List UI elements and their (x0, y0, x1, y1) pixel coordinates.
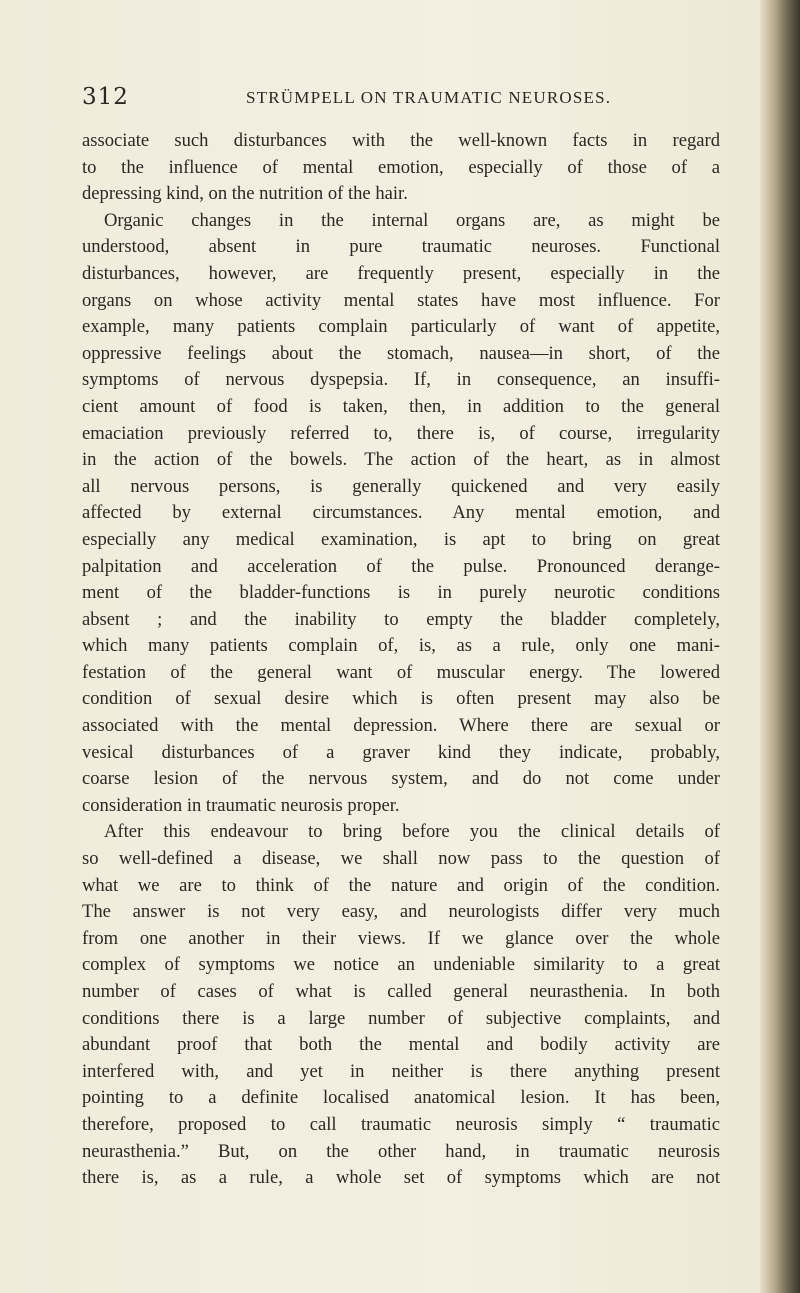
text-line: consideration in traumatic neurosis proper. (82, 794, 400, 816)
page-header (0, 84, 760, 114)
text-line: oppressive feelings about the stomach, nausea—in short, of the (82, 342, 720, 364)
text-line: in the action of the bowels. The action of the heart, as in almost (82, 449, 720, 471)
text-line: number of cases of what is called general neurasthenia. In both (82, 981, 720, 1002)
text-line: so well-defined a disease, we shall now pass to the question of (82, 848, 720, 870)
text-line: abundant proof that both the mental and bodily activity are (82, 1034, 720, 1056)
text-line: The answer is not very easy, and neurologists differ very much (82, 901, 720, 923)
text-line: symptoms of nervous dyspepsia. If, in consequence, an insuffi- (82, 369, 720, 391)
text-line: to the influence of mental emotion, especially of those of a (82, 156, 720, 178)
text-line: condition of sexual desire which is often present may also be (82, 688, 720, 710)
text-line: cient amount of food is taken, then, in addition to the general (82, 395, 720, 417)
text-line: example, many patients complain particularly of want of appetite, (82, 316, 720, 338)
text-line: palpitation and acceleration of the pulse. Pronounced derange- (82, 555, 720, 577)
text-line: festation of the general want of muscular energy. The lowered (82, 661, 720, 683)
running-title: STRÜMPELL ON TRAUMATIC NEUROSES. (246, 88, 612, 107)
page-number: 312 (82, 84, 129, 110)
body-text (82, 128, 720, 1192)
text-line: absent ; and the inability to empty the bladder completely, (82, 608, 720, 630)
text-line: which many patients complain of, is, as a rule, only one mani- (82, 635, 720, 657)
text-line: depressing kind, on the nutrition of the hair. (82, 183, 408, 205)
text-line: understood, absent in pure traumatic neuroses. Functional (82, 236, 720, 258)
text-line: affected by external circumstances. Any mental emotion, and (82, 502, 720, 524)
text-line: interfered with, and yet in neither is there anything present (82, 1060, 720, 1082)
text-line: associated with the mental depression. Where there are sexual or (82, 715, 720, 737)
text-line: there is, as a rule, a whole set of symptoms which are not (82, 1167, 720, 1189)
page-edge-shadow (760, 0, 800, 1293)
text-line: organs on whose activity mental states have most influence. For (82, 289, 720, 311)
text-line: what we are to think of the nature and origin of the condition. (82, 874, 720, 896)
text-line: especially any medical examination, is apt to bring on great (82, 528, 720, 550)
text-line: all nervous persons, is generally quickened and very easily (82, 475, 720, 497)
text-line: associate such disturbances with the well-known facts in regard (82, 130, 720, 151)
paragraph-start-line: Organic changes in the internal organs are, as might be (104, 209, 720, 231)
text-line: pointing to a definite localised anatomical lesion. It has been, (82, 1087, 720, 1109)
text-line: conditions there is a large number of subjective complaints, and (82, 1007, 720, 1029)
text-line: disturbances, however, are frequently present, especially in the (82, 262, 720, 284)
text-line: from one another in their views. If we glance over the whole (82, 927, 720, 949)
paragraph-start-line: After this endeavour to bring before you the clinical details of (104, 821, 720, 843)
text-line: complex of symptoms we notice an undeniable similarity to a great (82, 954, 720, 976)
text-line: emaciation previously referred to, there is, of course, irregularity (82, 422, 720, 444)
text-line: ment of the bladder-functions is in purely neurotic conditions (82, 582, 720, 604)
text-line: therefore, proposed to call traumatic neurosis simply “ traumatic (82, 1113, 720, 1135)
text-line: coarse lesion of the nervous system, and do not come under (82, 768, 720, 790)
text-line: neurasthenia.” But, on the other hand, in traumatic neurosis (82, 1140, 720, 1162)
text-line: vesical disturbances of a graver kind they indicate, probably, (82, 741, 720, 763)
